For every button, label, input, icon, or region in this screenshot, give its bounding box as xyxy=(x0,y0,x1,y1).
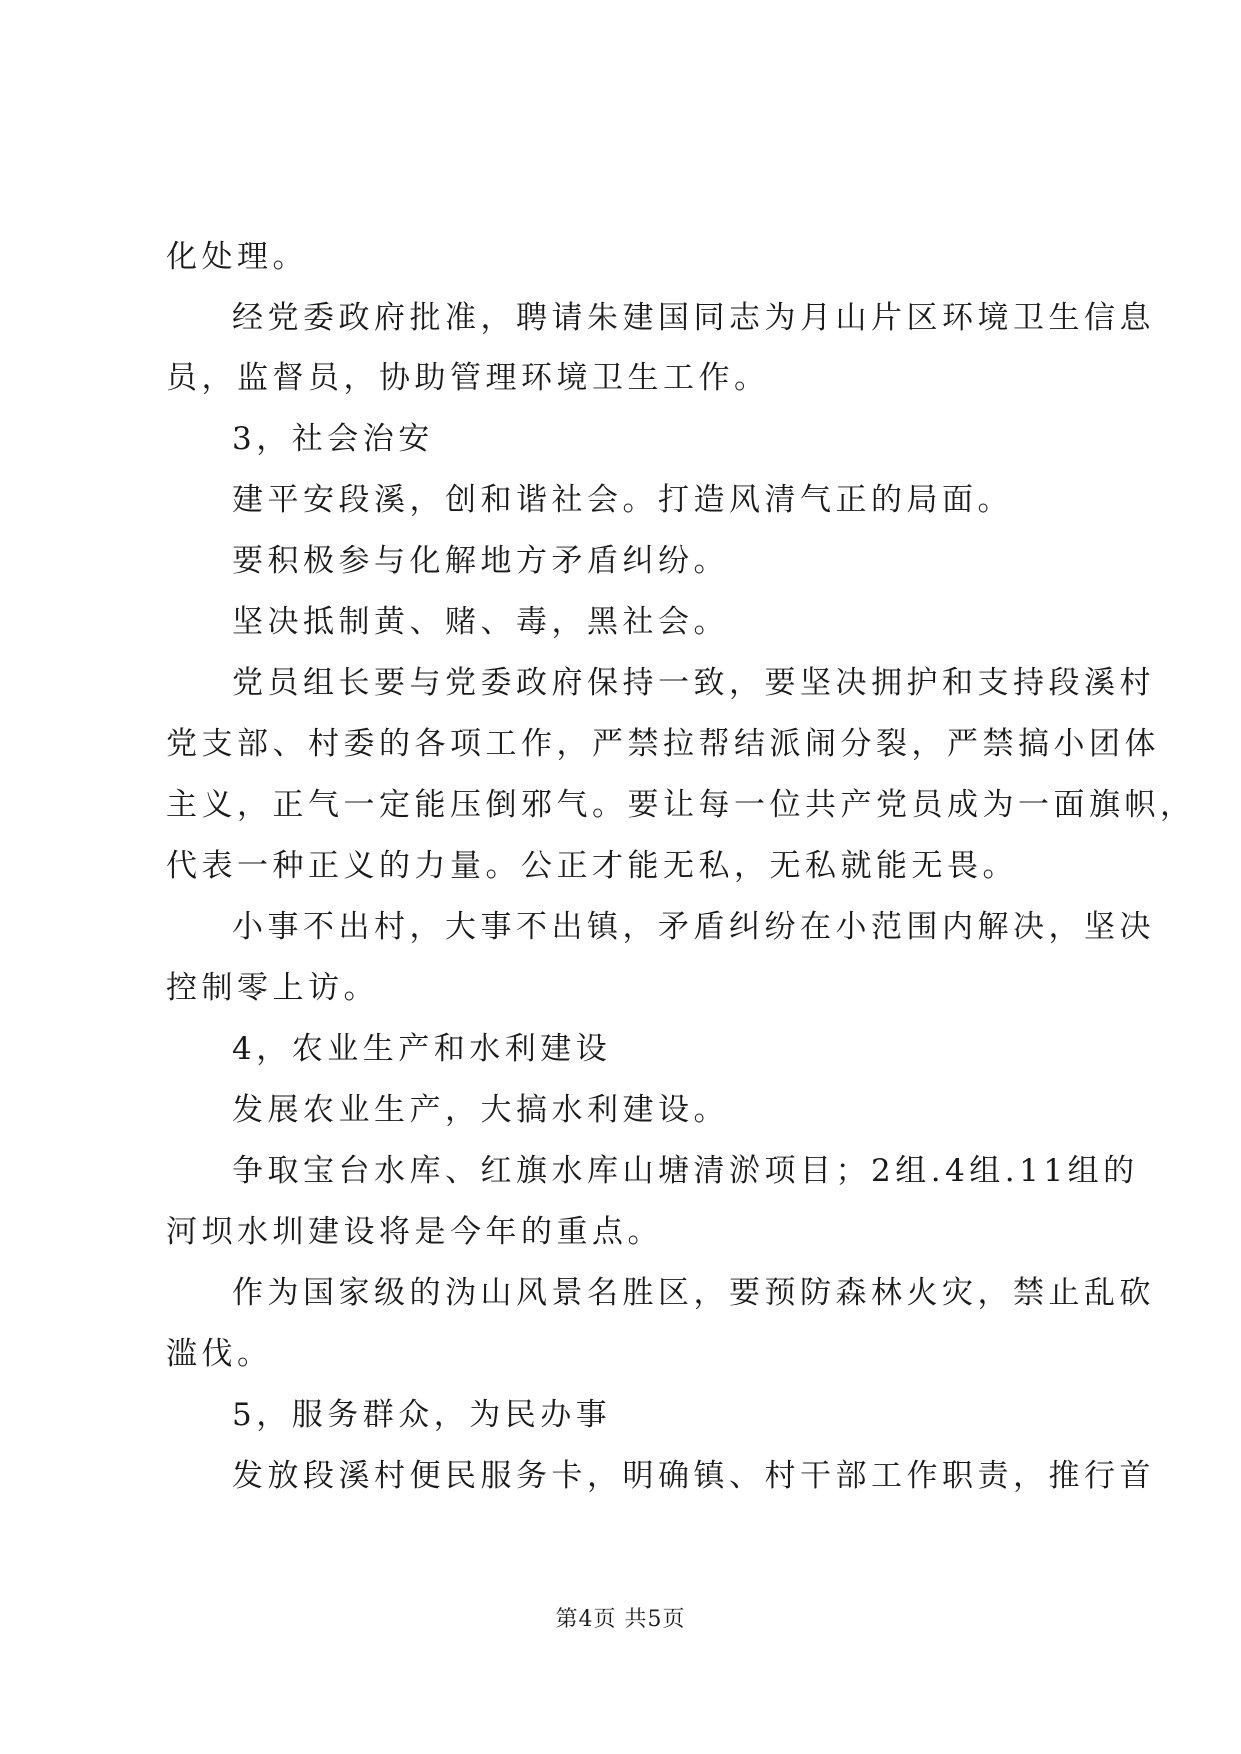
text-line-15: 发展农业生产，大搞水利建设。 xyxy=(232,1092,729,1128)
section-heading-3: 3，社会治安 xyxy=(232,421,434,457)
text-line-11: 代表一种正义的力量。公正才能无私，无私就能无畏。 xyxy=(166,848,1018,884)
text-line-6: 要积极参与化解地方矛盾纠纷。 xyxy=(232,543,729,579)
page-footer: 第4页 共5页 xyxy=(555,1607,686,1632)
text-line-8: 党员组长要与党委政府保持一致，要坚决拥护和支持段溪村 xyxy=(232,665,1155,701)
text-line-2: 经党委政府批准，聘请朱建国同志为月山片区环境卫生信息 xyxy=(232,300,1155,336)
text-line-9: 党支部、村委的各项工作，严禁拉帮结派闹分裂，严禁搞小团体 xyxy=(166,726,1160,762)
text-line-19: 滥伐。 xyxy=(166,1336,273,1372)
text-line-17: 河坝水圳建设将是今年的重点。 xyxy=(166,1214,663,1250)
text-line-16: 争取宝台水库、红旗水库山塘清淤项目；2组.4组.11组的 xyxy=(232,1153,1139,1189)
text-line-10: 主义，正气一定能压倒邪气。要让每一位共产党员成为一面旗帜， xyxy=(166,787,1196,823)
section-heading-5: 5，服务群众，为民办事 xyxy=(232,1397,612,1433)
text-line-13: 控制零上访。 xyxy=(166,970,379,1006)
text-line-5: 建平安段溪，创和谐社会。打造风清气正的局面。 xyxy=(232,482,1013,518)
text-line-7: 坚决抵制黄、赌、毒，黑社会。 xyxy=(232,604,729,640)
text-line-1: 化处理。 xyxy=(166,239,308,275)
text-line-12: 小事不出村，大事不出镇，矛盾纠纷在小范围内解决，坚决 xyxy=(232,909,1155,945)
text-line-3: 员，监督员，协助管理环境卫生工作。 xyxy=(166,360,770,396)
text-line-21: 发放段溪村便民服务卡，明确镇、村干部工作职责，推行首 xyxy=(232,1458,1155,1494)
text-line-18: 作为国家级的沩山风景名胜区，要预防森林火灾，禁止乱砍 xyxy=(232,1275,1155,1311)
section-heading-4: 4，农业生产和水利建设 xyxy=(232,1031,612,1067)
